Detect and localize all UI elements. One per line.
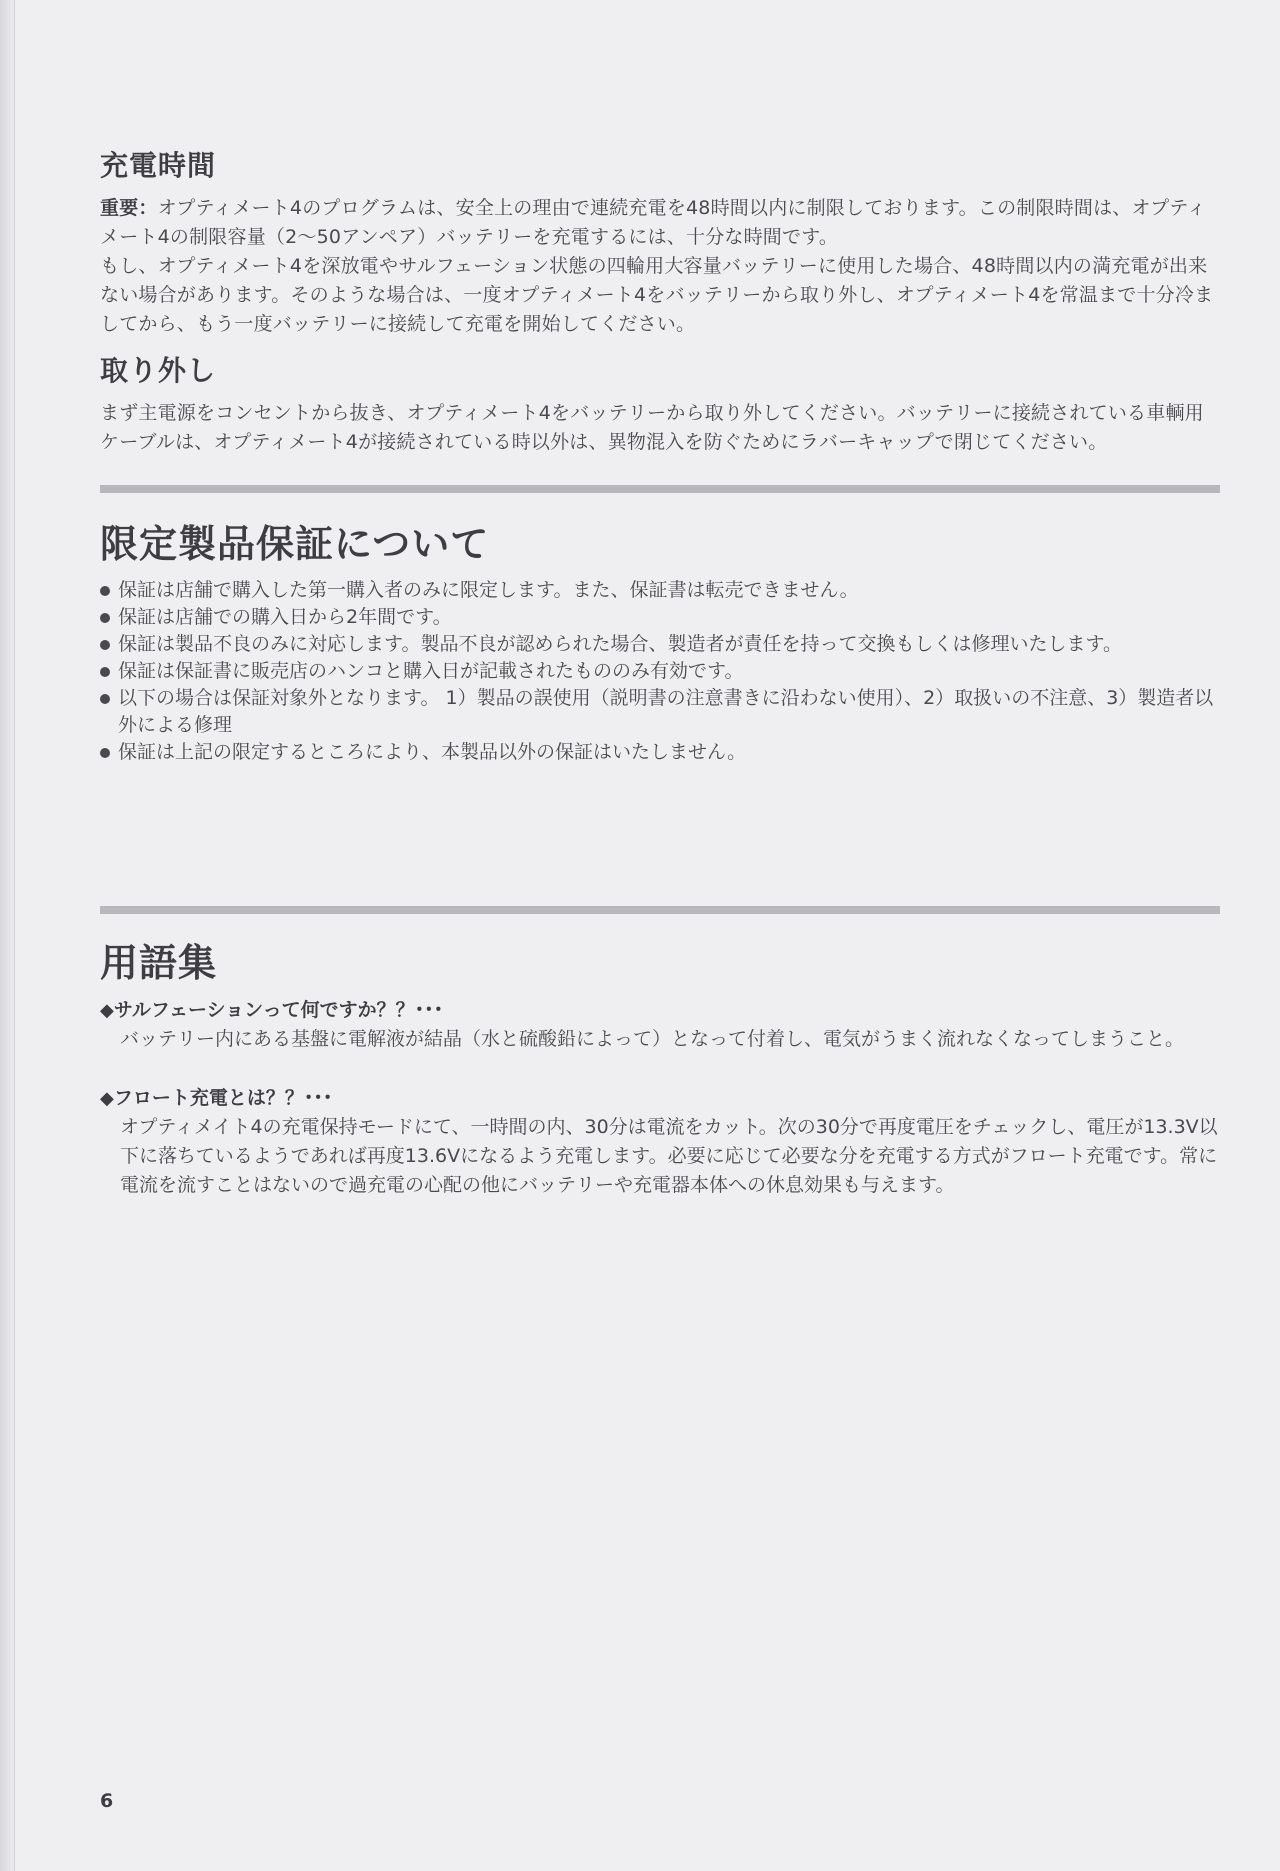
charging-time-heading: 充電時間 xyxy=(100,149,217,182)
list-item xyxy=(100,631,1220,658)
charging-time-paragraph-2: もし、オプティメート4を深放電やサルフェーション状態の四輪用大容量バッテリーに使用した場合、48時間以内の満充電が出来ない場合があります。そのような場合は、一度オプティメート4をバッテリーから取り外し、オプティメート4を常温まで十分冷ましてから、もう一度バッテリーに接続して充電を開始してください。 xyxy=(100,255,1214,335)
charging-time-paragraph-1 xyxy=(100,194,1220,252)
bullet-icon xyxy=(100,640,110,650)
question-text: フロート充電とは？？･･･ xyxy=(113,1087,333,1109)
diamond-bullet-icon: ◆ xyxy=(100,1000,114,1021)
warranty-heading: 限定製品保証について xyxy=(100,522,490,566)
glossary-answer: バッテリー内にある基盤に電解液が結晶（水と硫酸鉛によって）となって付着し、電気がうまく流れなくなってしまうこと。 xyxy=(120,1028,1185,1050)
warranty-section xyxy=(100,521,1220,766)
bullet-icon xyxy=(100,613,110,623)
list-item-text: 以下の場合は保証対象外となります。 1）製品の誤使用（説明書の注意書きに沿わない使用）、2）取扱いの不注意、3）製造者以外による修理 xyxy=(118,687,1214,736)
glossary-section xyxy=(100,940,1220,1200)
list-item-text: 保証は店舗での購入日から2年間です。 xyxy=(118,606,452,628)
glossary-heading: 用語集 xyxy=(100,941,218,985)
diamond-bullet-icon: ◆ xyxy=(100,1088,114,1109)
list-item xyxy=(100,685,1220,739)
charging-time-text-1: オプティメート4のプログラムは、安全上の理由で連続充電を48時間以内に制限しております。この制限時間は、オプティメート4の制限容量（2〜50アンペア）バッテリーを充電するには、十分な時間です。 xyxy=(100,197,1207,248)
removal-paragraph: まず主電源をコンセントから抜き、オプティメート4をバッテリーから取り外してください。バッテリーに接続されている車輌用ケーブルは、オプティメート4が接続されている時以外は、異物混入を防ぐためにラバーキャップで閉じてください。 xyxy=(100,402,1204,453)
glossary-question-title xyxy=(100,1084,1220,1113)
charging-time-section xyxy=(100,148,1220,339)
glossary-question-title xyxy=(100,996,1220,1025)
bullet-icon xyxy=(100,667,110,677)
page-number: 6 xyxy=(100,1790,114,1812)
list-item xyxy=(100,658,1220,685)
list-item xyxy=(100,604,1220,631)
list-item-text: 保証は上記の限定するところにより、本製品以外の保証はいたしません。 xyxy=(118,741,747,763)
glossary-entry-sulfation xyxy=(100,996,1220,1054)
page-content xyxy=(100,148,1220,1200)
divider xyxy=(100,906,1220,914)
list-item-text: 保証は店舗で購入した第一購入者のみに限定します。また、保証書は転売できません。 xyxy=(118,579,859,601)
bullet-icon xyxy=(100,586,110,596)
list-item-text: 保証は保証書に販売店のハンコと購入日が記載されたもののみ有効です。 xyxy=(118,660,744,682)
page-edge xyxy=(0,0,15,1871)
divider xyxy=(100,485,1220,493)
bullet-icon xyxy=(100,748,110,758)
list-item xyxy=(100,739,1220,766)
warranty-list xyxy=(100,577,1220,766)
list-item-text: 保証は製品不良のみに対応します。製品不良が認められた場合、製造者が責任を持って交換もしくは修理いたします。 xyxy=(118,633,1122,655)
removal-section xyxy=(100,353,1220,457)
removal-heading: 取り外し xyxy=(100,354,217,387)
important-label: 重要： xyxy=(100,197,158,219)
glossary-entry-float-charge xyxy=(100,1084,1220,1200)
bullet-icon xyxy=(100,694,110,704)
list-item xyxy=(100,577,1220,604)
glossary-answer: オプティメイト4の充電保持モードにて、一時間の内、30分は電流をカット。次の30分で再度電圧をチェックし、電圧が13.3V以下に落ちているようであれば再度13.6Vになるよう充電します。必要に応じて必要な分を充電する方式がフロート充電です。常に電流を流すことはないので過充電の心配の他にバッテリーや充電器本体への休息効果も与えます。 xyxy=(120,1116,1218,1196)
question-text: サルフェーションって何ですか？？･･･ xyxy=(113,999,444,1021)
